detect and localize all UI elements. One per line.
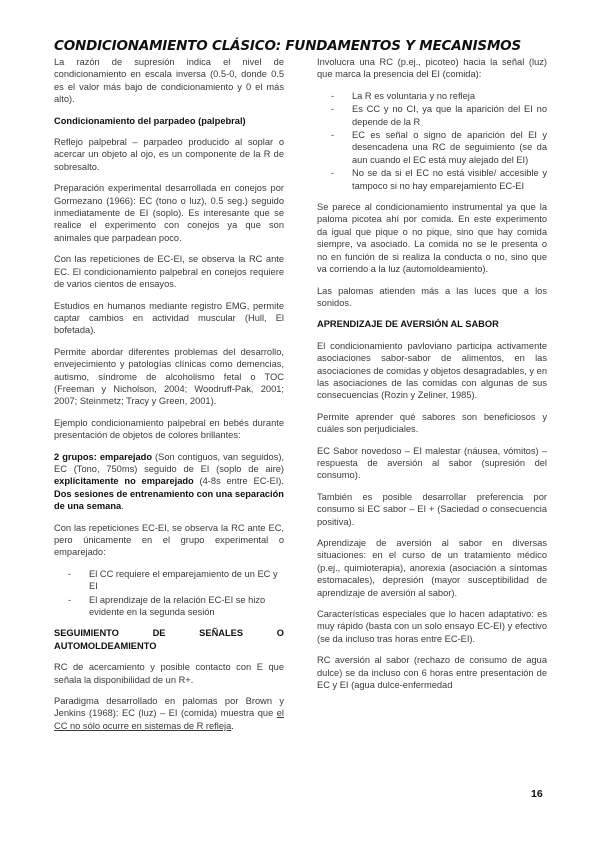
list-item: - No se da si el EC no está visible/ accesible y tampoco si no hay emparejamiento EC-EI: [352, 167, 547, 192]
bold-text: Dos sesiones de entrenamiento con una separación de una semana: [54, 488, 284, 512]
bold-text: 2 grupos: emparejado: [54, 451, 153, 462]
paragraph: EC Sabor novedoso – EI malestar (náusea, vómitos) – respuesta de aversión al sabor (supresión del consumo).: [317, 445, 547, 481]
paragraph: Con las repeticiones de EC-EI, se observa la RC ante EC. El condicionamiento palpebral en conejos requiere de varios cientos de ensayos.: [54, 254, 284, 290]
groups-paragraph: [54, 451, 284, 513]
left-column: [54, 56, 284, 741]
heading-parpadeo: Condicionamiento del parpadeo (palpebral): [54, 115, 246, 126]
paragraph: Involucra una RC (p.ej., picoteo) hacia la señal (luz) que marca la presencia del EI (comida):: [317, 57, 547, 80]
paragraph: Características especiales que lo hacen adaptativo: es muy rápido (basta con un solo ensayo EC-EI) y efectivo (se da incluso tras horas entre EC-EI).: [317, 609, 547, 644]
list-item: - Es CC y no CI, ya que la aparición del EI no depende de la R: [352, 103, 547, 128]
paragraph: Preparación experimental desarrollada en conejos por Gormezano (1966): EC (tono o luz), 0.5 seg.) seguido inmediatamente de EI (soplo). Es interesante que se realice el experimento con conejos ya que son animales que parpadean poco.: [54, 183, 284, 243]
paragraph: RC aversión al sabor (rechazo de consumo de agua dulce) se da incluso con 6 horas entre presentación de EC y EI (agua dulce-enfermedad: [317, 655, 547, 691]
heading-aversion: APRENDIZAJE DE AVERSIÓN AL SABOR: [317, 319, 499, 330]
intro-paragraph: La razón de supresión indica el nivel de condicionamiento en escala inversa (0.5-0, donde 0.5 es el valor más bajo de condicionamiento y 0 el más alto).: [54, 57, 284, 105]
paragraph: Estudios en humanos mediante registro EMG, permite captar cambios en actividad muscular (Hull, El bofetada).: [54, 300, 284, 336]
text: .: [121, 501, 124, 512]
paragraph: El condicionamiento pavloviano participa activamente asociaciones sabor-sabor de alimentos, en las asociaciones de comidas y objetos desagradables, y en las asociaciones de las comidas con algunas de sus consecuencias (Rozin y Zeliner, 1985).: [317, 340, 547, 401]
heading-seguimiento: SEGUIMIENTO DE SEÑALES O: [54, 628, 284, 639]
paragraph: Ejemplo condicionamiento palpebral en bebés durante presentación de objetos de colores brillantes:: [54, 417, 284, 441]
bullet-list: [317, 90, 547, 192]
paragraph: También es posible desarrollar preferencia por consumo si EC sabor – EI + (Saciedad o consecuencia positiva).: [317, 491, 547, 527]
bullet-list: [54, 568, 284, 619]
paragraph: Permite abordar diferentes problemas del desarrollo, envejecimiento y patologías clínicas como demencias, autismo, síndrome de alcoholismo fetal o TOC (Freeman y Nicholson, 2004; Woodruff-Pak, 2001; 2007; Steinmetz; Tracy y Green, 2001).: [54, 346, 284, 407]
page-title: CONDICIONAMIENTO CLÁSICO: FUNDAMENTOS Y MECANISMOS: [54, 38, 521, 54]
paragraph: RC de acercamiento y posible contacto con E que señala la disponibilidad de un R+.: [54, 662, 284, 685]
right-column: [317, 56, 547, 700]
text: (Son contiguos, van seguidos), EC (Tono, 750ms) seguido de EI (soplo de aire): [54, 451, 285, 474]
bold-text: explícitamente no emparejado: [54, 476, 194, 487]
text: .: [231, 720, 234, 731]
page-number: 16: [531, 788, 543, 800]
underlined-text: el CC no sólo ocurre en sistemas de R refleja: [54, 708, 284, 731]
paragraph: Las palomas atienden más a las luces que a los sonidos.: [317, 285, 547, 308]
text: (4-8s entre EC-EI).: [193, 476, 284, 487]
list-item: - El CC requiere el emparejamiento de un EC y EI: [89, 568, 284, 593]
paragraph: [54, 695, 284, 732]
paragraph: Aprendizaje de aversión al sabor en diversas situaciones: en el curso de un tratamiento médico (p.ej., quimioterapia), anorexia (asociación a síntomas estomacales), depresión (mayor susceptibilidad de aprendizaje de aversión al sabor).: [317, 538, 547, 598]
paragraph: Con las repeticiones EC-EI, se observa la RC ante EC, pero únicamente en el grupo experimental o emparejado:: [54, 522, 284, 558]
paragraph: Se parece al condicionamiento instrumental ya que la paloma picotea ahí por comida. En este experimento da igual que pique o no pique, sino que hay comida siempre, va asociado. La comida no se le presenta o no en función de si realiza la conducta o no, sino que va corriendo a la luz (automoldeamiento).: [317, 202, 547, 275]
list-item: - El aprendizaje de la relación EC-EI se hizo evidente en la segunda sesión: [89, 594, 284, 619]
heading-automoldeamiento: AUTOMOLDEAMIENTO: [54, 640, 157, 651]
list-item: - La R es voluntaria y no refleja: [352, 90, 547, 102]
paragraph: Reflejo palpebral – parpadeo producido al soplar o acercar un objeto al ojo, es un componente de la R de sobresalto.: [54, 137, 284, 172]
list-item: - EC es señal o signo de aparición del EI y desencadena una RC de seguimiento (se da aun cuando el EC está muy alejado del EI): [352, 129, 547, 166]
paragraph: Permite aprender qué sabores son beneficiosos y cuáles son perjudiciales.: [317, 411, 547, 435]
text: Paradigma desarrollado en palomas por Brown y Jenkins (1968): EC (luz) – EI (comida) muestra que: [54, 696, 284, 719]
